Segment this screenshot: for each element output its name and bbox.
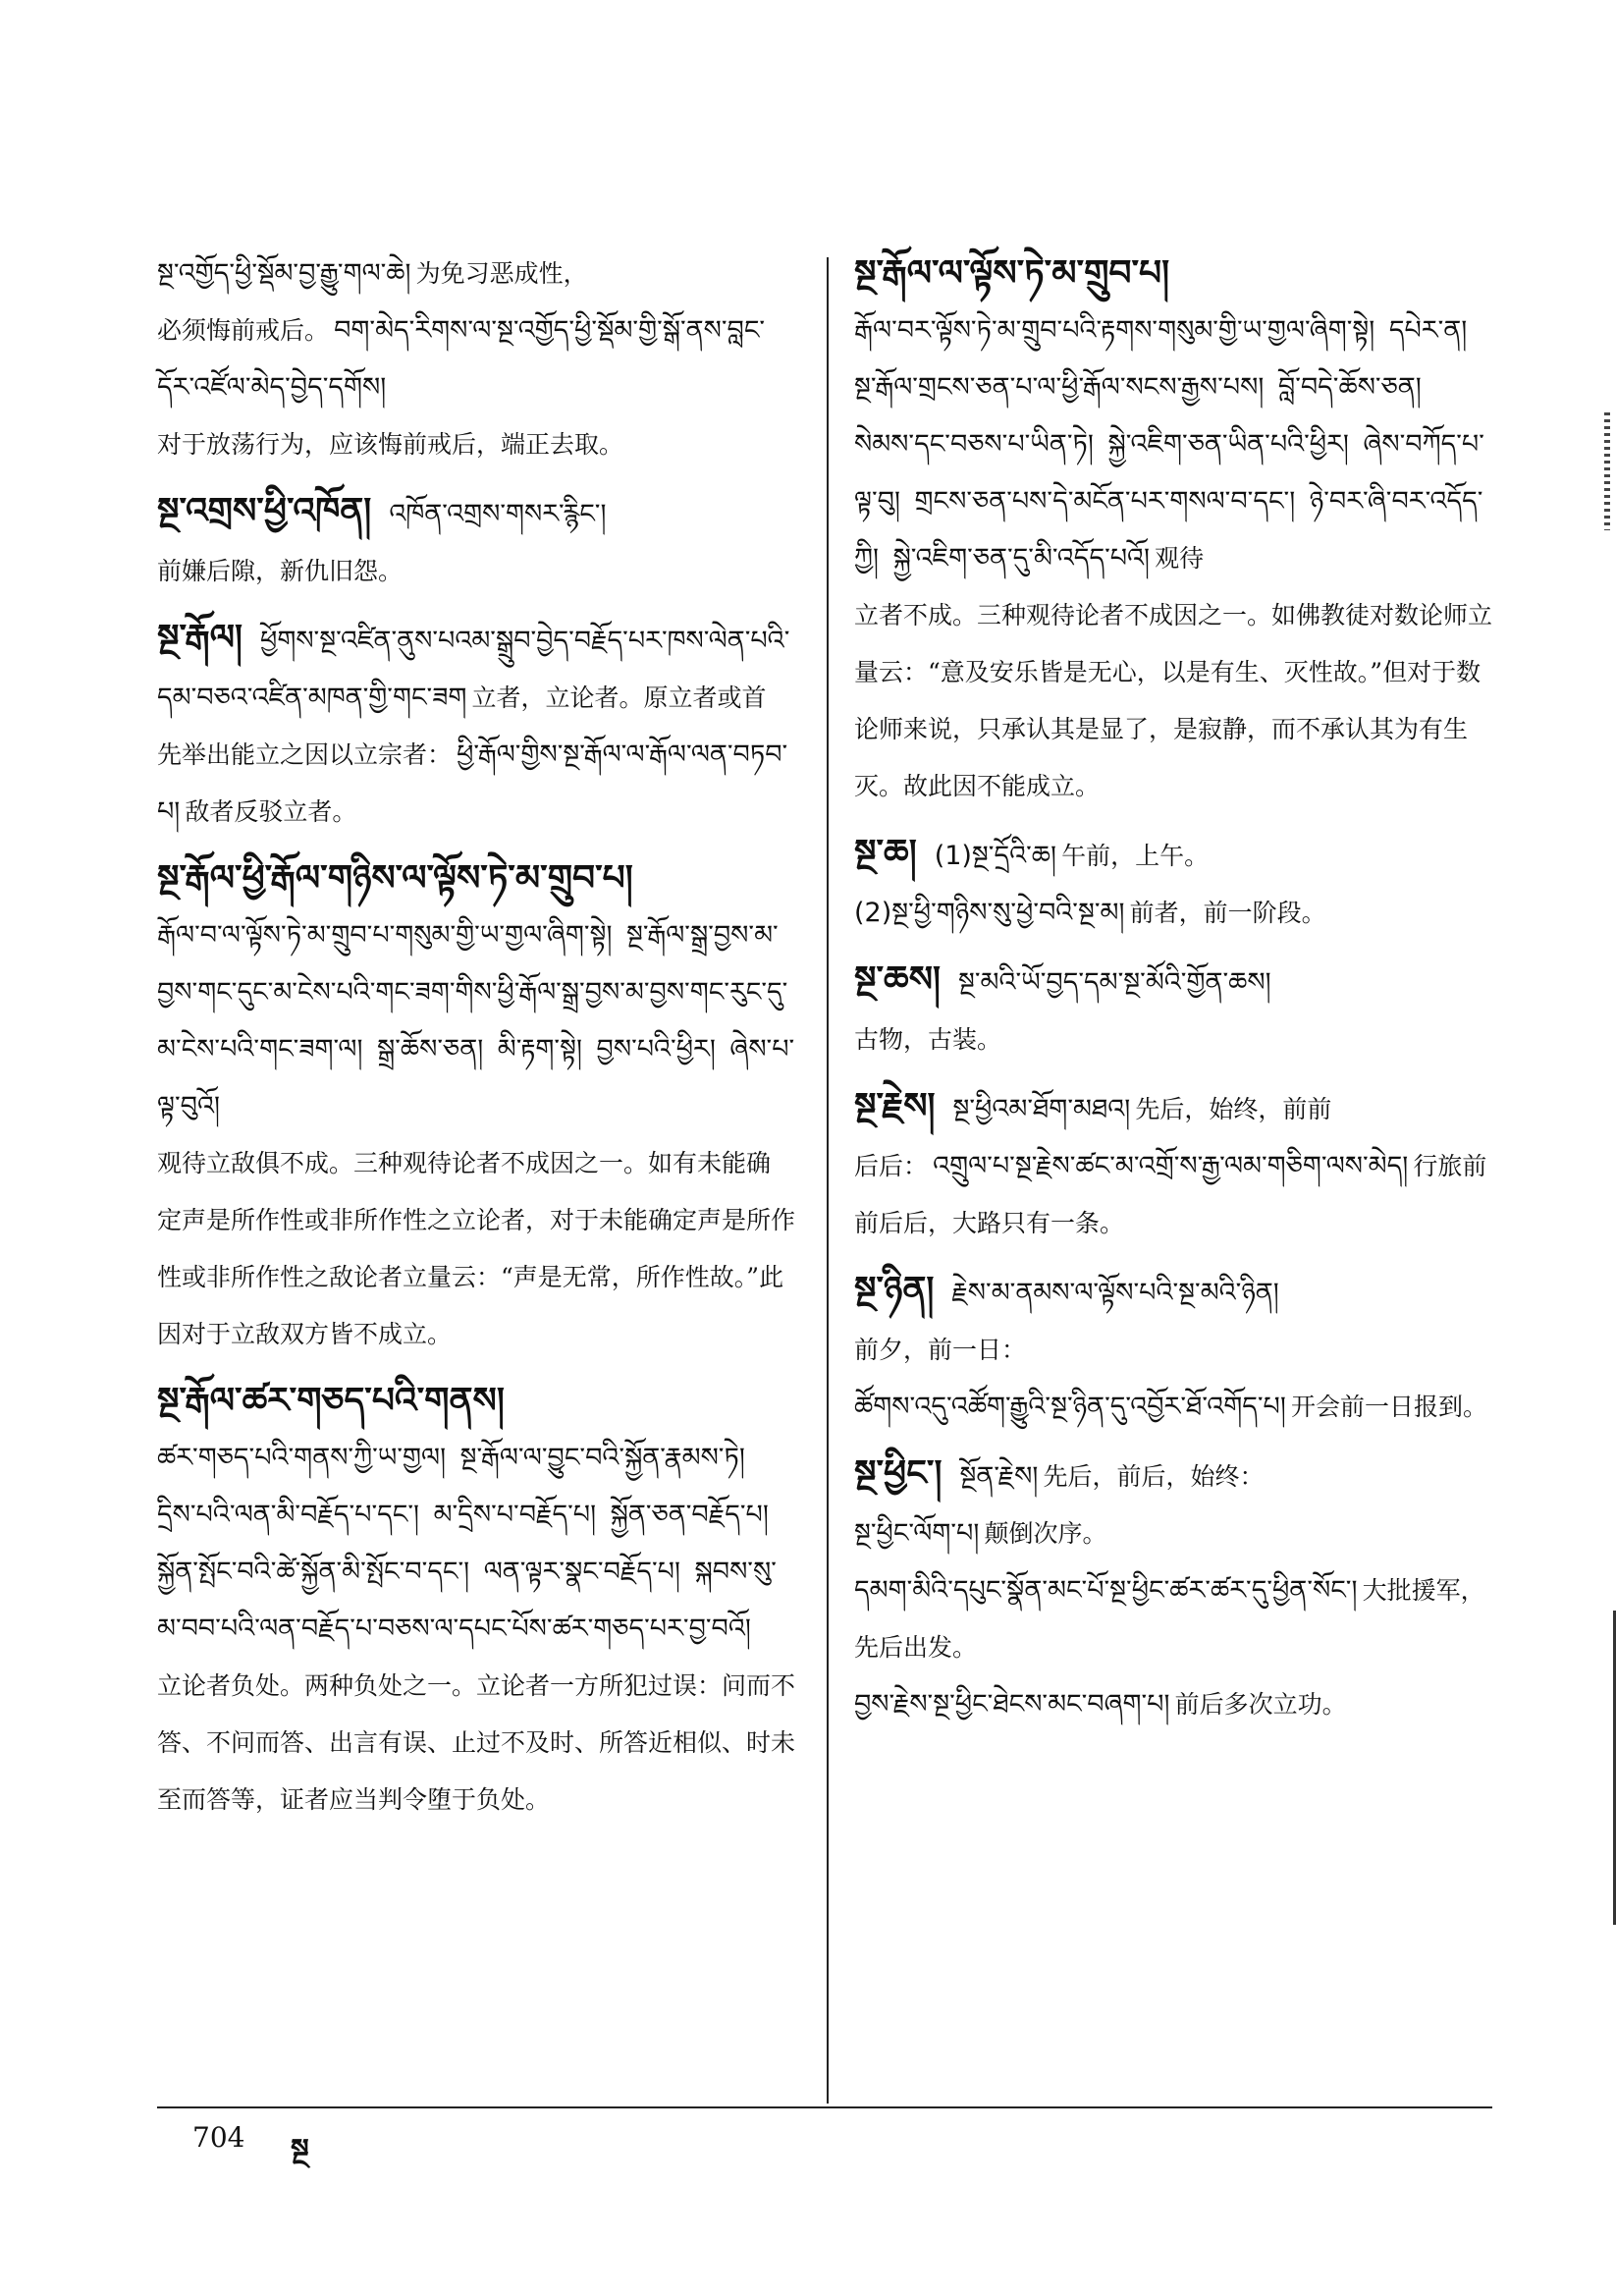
tibetan-text: རྗེས་མ་ནམས་ལ་ལྟོས་པའི་སྔ་མའི་ཉིན། <box>951 1278 1279 1308</box>
headword: སྔ་རྗེས། <box>854 1086 936 1126</box>
tibetan-text: (2)སྔ་ཕྱི་གཉིས་སུ་ཕྱེ་བའི་སྔ་མ། <box>854 898 1125 928</box>
headword: སྔ་རྒོལ་ཕྱི་རྒོལ་གཉིས་ལ་ལྟོས་ཏེ་མ་གྲུབ་པ། <box>157 858 633 899</box>
headword: སྔ་ཆས། <box>854 959 941 1000</box>
headword: སྔ་འགྲས་ཕྱི་འཁོན། <box>157 491 372 531</box>
chinese-text: 先举出能立之因以立宗者： <box>157 740 453 769</box>
chinese-text: 为免习恶成性， <box>415 259 588 288</box>
entry <box>854 246 1492 815</box>
tibetan-text: རྒོལ་བར་ལྟོས་ཏེ་མ་གྲུབ་པའི་རྟགས་གསུམ་གྱི་ཡ་གྱལ་ཞིག་སྟེ། དཔེར་ན། སྔ་རྒོལ་གྲངས་ཅན་པ་ལ་ཕྱི་རྒོལ་སངས་རྒྱས་པས། བློ་བདེ་ཆོས་ཅན། སེམས་དང་བཅས་པ་ཡིན་ཏེ། སྐྱེ་འཇིག་ཅན་ཡིན་པའི་ཕྱིར། ཞེས་བཀོད་པ་ལྟ་བུ། གྲངས་ཅན་པས་དེ་མངོན་པར་གསལ་བ་དང་། ཉེ་བར་ཞི་བར་འདོད་ཀྱི། སྐྱེ་འཇིག་ཅན་དུ་མི་འདོད་པའོ། <box>854 315 1484 574</box>
chinese-text: 如有未能确定声是所作性或非所作性之立论者，对于未能确定声是所作性或非所作性之敌论者立量云：“声是无常，所作性故。”此因对于立敌双方皆不成立。 <box>157 1149 796 1348</box>
entry <box>854 825 1492 942</box>
entry <box>854 1446 1492 1733</box>
chinese-text: 先后，始终，前前 <box>1135 1095 1332 1123</box>
chinese-text: 立者，立论者。原立者或首 <box>471 683 767 712</box>
headword: སྔ་རྒོལ། <box>157 618 243 658</box>
chinese-text: 大批援军，先后出发。 <box>854 1576 1485 1662</box>
chinese-text: 行旅前前后后，大路只有一条。 <box>854 1152 1487 1237</box>
tibetan-text: སྔ་ཕྱིའམ་ཐོག་མཐའ། <box>952 1094 1131 1124</box>
tibetan-text: འཁོན་འགྲས་གསར་རྙིང་། <box>389 499 607 529</box>
chinese-text: 观待 <box>1155 544 1205 573</box>
entry <box>157 483 795 600</box>
right-column <box>854 246 1492 1743</box>
headword: སྔ་རྒོལ་ལ་ལྟོས་ཏེ་མ་གྲུབ་པ། <box>854 253 1170 294</box>
entry <box>157 850 795 1363</box>
chinese-text: 必须悔前戒后。 <box>157 316 330 345</box>
chinese-text: 后后： <box>854 1152 929 1180</box>
chinese-text: 先后，前后，始终： <box>1043 1462 1265 1491</box>
headword: སྔ་ཉིན། <box>854 1270 935 1310</box>
headword: སྔ་ཆ། <box>854 833 917 873</box>
chinese-text: 立者不成。三种观待论者不成因之一。如佛教徒对数论师立量云：“意及安乐皆是无心，以是有生、灭性故。”但对于数论师来说，只承认其是显了，是寂静，而不承认其为有生灭。故此因不能成立。 <box>854 601 1493 800</box>
tibetan-text: དམག་མིའི་དཔུང་སྣོན་མང་པོ་སྔ་ཕྱིང་ཚར་ཚར་དུ་ཕྱིན་སོང་། <box>854 1575 1358 1606</box>
running-head: སྔ <box>291 2133 309 2167</box>
tibetan-text: སྔ་མའི་ཡོ་བྱད་དམ་སྔ་མོའི་གྱོན་ཆས། <box>957 967 1271 998</box>
entry <box>854 1262 1492 1436</box>
chinese-text: 开会前一日报到。 <box>1290 1393 1487 1421</box>
page-number: 704 <box>192 2121 245 2154</box>
tibetan-text: སྔ་འགྱོད་ཕྱི་སྡོམ་བྱ་རྒྱུ་གལ་ཆེ། <box>157 258 411 289</box>
chinese-text: 前者，前一阶段。 <box>1129 899 1326 927</box>
chinese-text: 立论者负处。两种负处之一。立论者一方所犯过误：问而不答、不问而答、出言有误、止过不及时、所答近相似、时未至而答等，证者应当判令堕于负处。 <box>157 1671 796 1814</box>
headword: སྔ་རྒོལ་ཚར་གཅད་པའི་གནས། <box>157 1381 505 1421</box>
entry <box>854 952 1492 1068</box>
entry <box>157 610 795 841</box>
footer-rule <box>157 2106 1492 2108</box>
headword: སྔ་ཕྱིང་། <box>854 1453 943 1494</box>
entry <box>157 246 795 473</box>
chinese-text: 午前，上午。 <box>1061 842 1210 870</box>
column-divider <box>827 257 829 2104</box>
entry <box>157 1373 795 1829</box>
tibetan-text: ཚོགས་འདུ་འཚོག་རྒྱུའི་སྔ་ཉིན་དུ་འབྱོར་ཐོ་འགོད་པ། <box>854 1392 1286 1422</box>
chinese-text: 古物，古装。 <box>854 1025 1002 1054</box>
chinese-text: 颠倒次序。 <box>984 1519 1107 1548</box>
entry <box>854 1078 1492 1252</box>
tibetan-text: ཚར་གཅད་པའི་གནས་ཀྱི་ཡ་གྱལ། སྔ་རྒོལ་ལ་བྱུང་བའི་སྐྱོན་རྣམས་ཏེ། དྲིས་པའི་ལན་མི་བརྗོད་པ་དང་། མ་དྲིས་པ་བརྗོད་པ། སྐྱོན་ཅན་བརྗོད་པ། སྐྱོན་སྤོང་བའི་ཚེ་སྐྱོན་མི་སྤོང་བ་དང་། ལན་ལྟར་སྣང་བརྗོད་པ། སྐབས་སུ་མ་བབ་པའི་ལན་བརྗོད་པ་བཅས་ལ་དཔང་པོས་ཚར་གཅད་པར་བྱ་བའོ། <box>157 1443 777 1644</box>
tibetan-text: བྱས་རྗེས་སྔ་ཕྱིང་ཐེངས་མང་བཞག་པ། <box>854 1689 1170 1720</box>
chinese-text: 前后多次立功。 <box>1174 1690 1347 1719</box>
tibetan-text: འགྲུལ་པ་སྔ་རྗེས་ཚང་མ་འགྲོ་ས་རྒྱ་ལམ་གཅིག་ལས་མེད། <box>933 1151 1409 1181</box>
tibetan-text: (1)སྔ་དྲོའི་ཆ། <box>934 841 1057 871</box>
tibetan-text: རྒོལ་བ་ལ་ལྟོས་ཏེ་མ་གྲུབ་པ་གསུམ་གྱི་ཡ་གྱལ་ཞིག་སྟེ། སྔ་རྒོལ་སྒྲ་བྱས་མ་བྱས་གང་དུང་མ་ངེས་པའི་གང་ཟག་གིས་ཕྱི་རྒོལ་སྒྲ་བྱས་མ་བྱས་གང་རུང་དུ་མ་ངེས་པའི་གང་ཟག་ལ། སྒྲ་ཆོས་ཅན། མི་རྟག་སྟེ། བྱས་པའི་ཕྱིར། ཞེས་པ་ལྟ་བུའོ། <box>157 920 795 1121</box>
tibetan-text: སྔོན་རྗེས། <box>959 1461 1039 1492</box>
chinese-text: 敌者反驳立者。 <box>185 797 357 826</box>
chinese-text: 前夕，前一日： <box>854 1336 1027 1364</box>
tibetan-text: བག་མེད་རིགས་ལ་སྔ་འགྱོད་ཕྱི་སྡོམ་གྱི་སྒོ་ནས་བླང་དོར་འཛོལ་མེད་བྱེད་དགོས། <box>157 315 766 403</box>
tibetan-text: ཕྱོགས་སྔ་འཛིན་ནུས་པའམ་སྒྲུབ་བྱེད་བརྗོད་པར་ཁས་ལེན་པའི་དམ་བཅའ་འཛིན་མཁན་གྱི་གང་ཟག <box>157 626 790 713</box>
tibetan-text: སྔ་ཕྱིང་ལོག་པ། <box>854 1518 980 1549</box>
chinese-text: 对于放荡行为，应该悔前戒后，端正去取。 <box>157 430 624 459</box>
tibetan-text: ཕྱི་རྒོལ་གྱིས་སྔ་རྒོལ་ལ་རྒོལ་ལན་བཏབ་པ། <box>157 739 788 827</box>
left-column <box>157 246 795 1838</box>
chinese-text: 观待立敌俱不成。三种观待论者不成因之一。 <box>157 1149 649 1177</box>
scan-edge-mark <box>1604 412 1610 530</box>
chinese-text: 前嫌后隙，新仇旧怨。 <box>157 557 404 585</box>
